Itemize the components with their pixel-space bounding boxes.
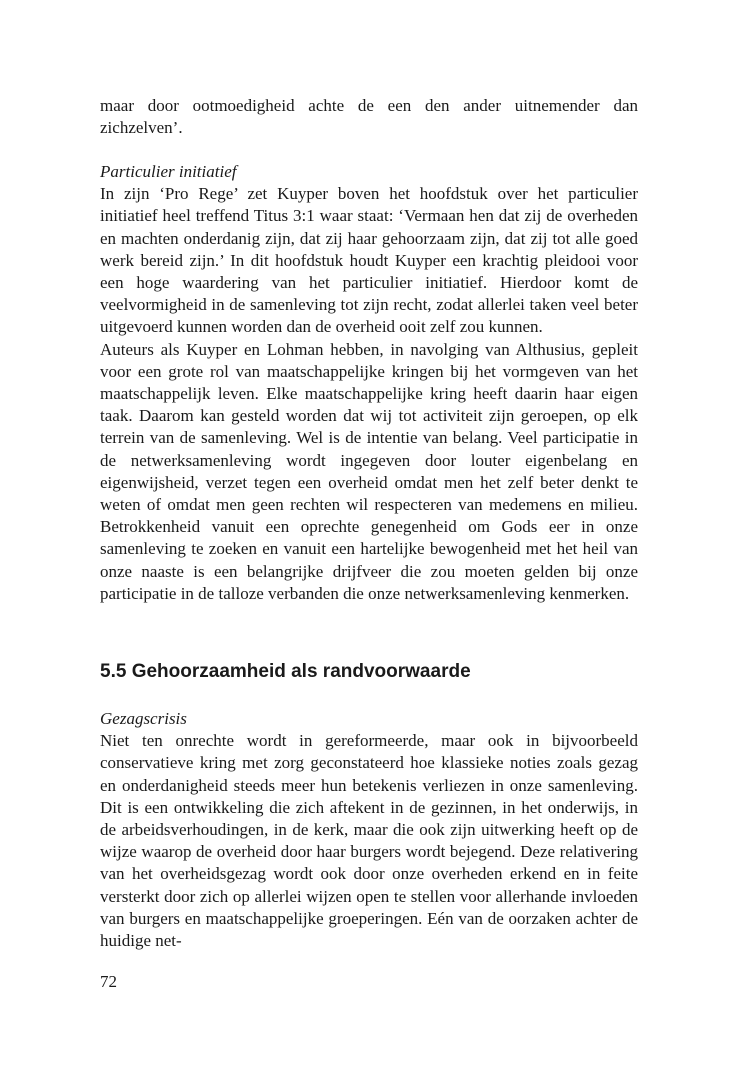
page-number: 72 [100,972,117,991]
continuation-paragraph: maar door ootmoedigheid achte de een den ander uitnemender dan zichzelven’. [100,96,638,138]
subheading-particulier-initiatief: Particulier initiatief [100,162,237,181]
section-gezagscrisis [100,708,638,952]
section-particulier-initiatief [100,161,638,605]
paragraph-gezagscrisis: Niet ten onrechte wordt in gereformeerde, maar ook in bijvoorbeeld conservatieve kring met zorg geconstateerd hoe klassieke noties zoals gezag en onderdanigheid steeds meer hun betekenis verliezen in onze samenleving. Dit is een ontwikkeling die zich aftekent in de gezinnen, in het onderwijs, in de arbeidsverhoudingen, in de kerk, maar die ook zijn uitwerking heeft op de wijze waarop de overheid door haar burgers wordt bejegend. Deze relativering van het overheidsgezag wordt ook door onze overheden erkend en in feite versterkt door zich op allerlei wijzen open te stellen voor allerhande invloeden van burgers en maatschappelijke groeperingen. Eén van de oorzaken achter de huidige net- [100,731,638,951]
subheading-gezagscrisis: Gezagscrisis [100,709,187,728]
continuation-block [100,95,638,139]
paragraph-kuyper-lohman: Auteurs als Kuyper en Lohman hebben, in navolging van Althusius, gepleit voor een grote rol van maatschappelijke kringen bij het vormgeven van het maatschappelijk leven. Elke maatschappelijke kring heeft daarin haar eigen taak. Daarom kan gesteld worden dat wij tot activiteit zijn geroepen, op elk terrein van de samenleving. Wel is de intentie van belang. Veel participatie in de netwerksamenleving wordt ingegeven door louter eigenbelang en eigenwijsheid, verzet tegen een overheid omdat men het zelf beter denkt te weten of omdat men geen rechten wil respecteren van medemens en milieu. Betrokkenheid vanuit een oprechte genegenheid om Gods eer in onze samenleving te zoeken en vanuit een hartelijke bewogenheid met het heil van onze naaste is een belangrijke drijfveer die zou moeten gelden bij onze participatie in de talloze verbanden die onze netwerksamenleving kenmerken. [100,339,638,603]
section-heading-gehoorzaamheid: 5.5 Gehoorzaamheid als randvoorwaarde [100,661,471,682]
paragraph-pro-rege: In zijn ‘Pro Rege’ zet Kuyper boven het hoofdstuk over het particulier initiatief heel treffend Titus 3:1 waar staat: ‘Vermaan hen dat zij de overheden en machten onderdanig zijn, dat zij haar gehoorzaam zijn, dat zij tot alle goed werk bereid zijn.’ In dit hoofdstuk houdt Kuyper een krachtig pleidooi voor een hoge waardering van het particulier initiatief. Hierdoor komt de veelvormigheid in de samenleving tot zijn recht, zodat allerlei taken veel beter uitgevoerd kunnen worden dan de overheid ooit zelf zou kunnen. [100,184,638,337]
